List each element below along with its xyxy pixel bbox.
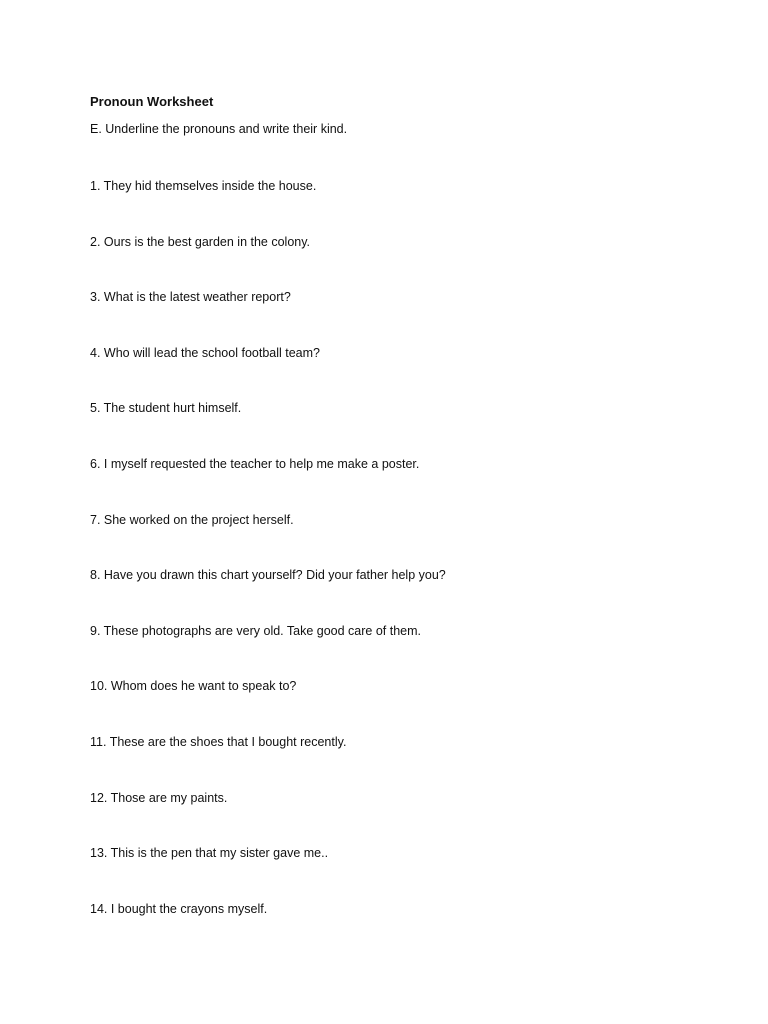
question-item: 2. Ours is the best garden in the colony. bbox=[90, 234, 311, 249]
instruction-text: E. Underline the pronouns and write their kind. bbox=[90, 122, 348, 136]
page-title: Pronoun Worksheet bbox=[90, 94, 214, 109]
question-item: 14. I bought the crayons myself. bbox=[90, 901, 268, 916]
question-item: 10. Whom does he want to speak to? bbox=[90, 679, 297, 694]
question-item: 5. The student hurt himself. bbox=[90, 401, 242, 416]
question-item: 3. What is the latest weather report? bbox=[90, 290, 291, 305]
question-item: 1. They hid themselves inside the house. bbox=[90, 179, 317, 193]
question-item: 8. Have you drawn this chart yourself? Did your father help you? bbox=[90, 568, 446, 583]
question-item: 11. These are the shoes that I bought recently. bbox=[90, 734, 347, 749]
question-item: 7. She worked on the project herself. bbox=[90, 512, 294, 527]
question-list bbox=[90, 178, 446, 956]
question-item: 12. Those are my paints. bbox=[90, 790, 228, 805]
question-item: 4. Who will lead the school football team? bbox=[90, 345, 320, 360]
question-item: 13. This is the pen that my sister gave me.. bbox=[90, 846, 329, 861]
question-item: 9. These photographs are very old. Take good care of them. bbox=[90, 623, 421, 638]
question-item: 6. I myself requested the teacher to help me make a poster. bbox=[90, 456, 420, 471]
